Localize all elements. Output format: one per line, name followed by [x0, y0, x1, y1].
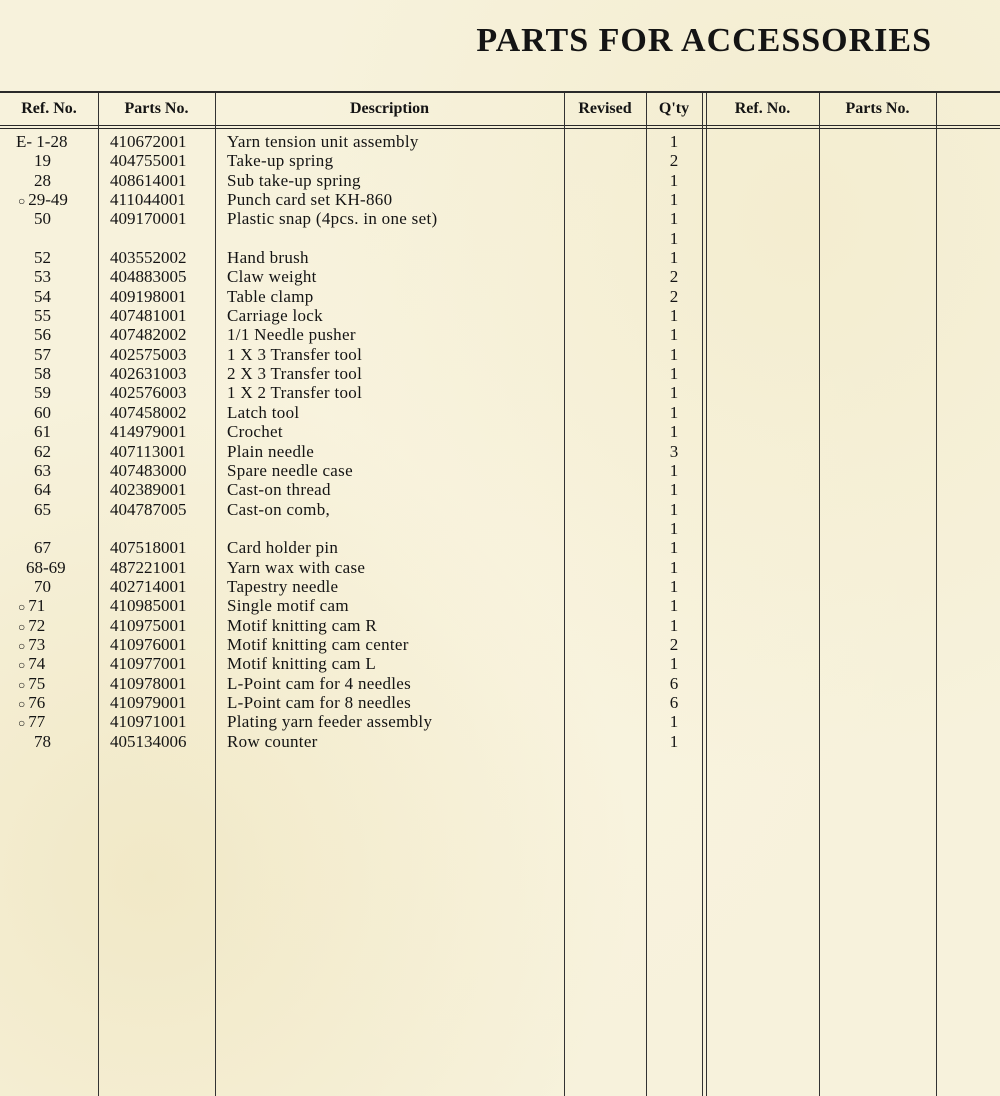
page-title: PARTS FOR ACCESSORIES [476, 22, 932, 59]
table-row [0, 442, 1000, 461]
table-row [0, 461, 1000, 480]
ref-no-text: 73 [28, 634, 46, 654]
ref-no-cell [6, 422, 124, 443]
description-cell: Yarn wax with case [227, 557, 366, 577]
header-parts-no-2: Parts No. [845, 100, 910, 117]
ref-no-cell [6, 596, 108, 617]
description-cell: Single motif cam [227, 596, 349, 616]
table-row [0, 519, 1000, 538]
table-row [0, 383, 1000, 402]
qty-cell: 1 [669, 422, 679, 442]
qty-cell: 1 [669, 228, 679, 248]
parts-no-cell: 407483000 [110, 460, 187, 480]
parts-no-cell: 410976001 [110, 634, 187, 654]
table-row [0, 132, 1000, 151]
description-cell: Plain needle [227, 441, 315, 461]
description-cell: 1 X 3 Transfer tool [227, 344, 363, 364]
parts-no-cell: 410979001 [110, 692, 187, 712]
table-row [0, 325, 1000, 344]
ref-no-text: 54 [34, 286, 51, 306]
ref-no-text: 68-69 [26, 557, 66, 577]
table-row [0, 712, 1000, 731]
ref-no-text: 56 [34, 325, 51, 345]
qty-cell: 1 [669, 344, 679, 364]
qty-cell: 1 [669, 480, 679, 500]
table-row [0, 171, 1000, 190]
table-row [0, 674, 1000, 693]
new-part-circle-icon: ○ [18, 600, 26, 615]
table-row [0, 538, 1000, 557]
table-row [0, 616, 1000, 635]
table-row [0, 635, 1000, 654]
header-rule-2 [0, 128, 1000, 129]
qty-cell: 1 [669, 654, 679, 674]
ref-no-text: 70 [34, 576, 51, 596]
qty-cell: 1 [669, 712, 679, 732]
description-cell: 1/1 Needle pusher [227, 325, 356, 345]
description-cell: Tapestry needle [227, 576, 339, 596]
ref-no-cell [6, 248, 124, 269]
ref-no-text: 29-49 [28, 190, 68, 210]
ref-no-text: 52 [34, 248, 51, 268]
new-part-circle-icon: ○ [18, 638, 26, 653]
ref-no-cell [6, 171, 124, 192]
ref-no-cell [6, 674, 108, 695]
parts-no-cell: 404755001 [110, 151, 187, 171]
ref-no-cell [6, 461, 124, 482]
description-cell: Spare needle case [227, 460, 353, 480]
ref-no-cell [6, 229, 106, 250]
parts-no-cell: 404787005 [110, 499, 187, 519]
description-cell: Punch card set KH-860 [227, 190, 393, 210]
table-row [0, 306, 1000, 325]
ref-no-text: 58 [34, 364, 51, 384]
ref-no-cell [6, 267, 124, 288]
description-cell: L-Point cam for 4 needles [227, 673, 412, 693]
table-row [0, 151, 1000, 170]
header-ref-no-2: Ref. No. [734, 100, 791, 117]
qty-cell: 1 [669, 306, 679, 326]
qty-cell: 1 [669, 596, 679, 616]
description-cell: Carriage lock [227, 306, 323, 326]
table-row [0, 732, 1000, 751]
parts-no-cell: 403552002 [110, 248, 187, 268]
parts-no-cell: 408614001 [110, 170, 187, 190]
parts-no-cell: 402389001 [110, 480, 187, 500]
parts-no-cell: 410971001 [110, 712, 187, 732]
ref-no-cell [6, 345, 124, 366]
qty-cell: 6 [669, 673, 679, 693]
description-cell: L-Point cam for 8 needles [227, 692, 412, 712]
qty-cell: 1 [669, 731, 679, 751]
description-cell: Plastic snap (4pcs. in one set) [227, 209, 438, 229]
ref-no-text: 75 [28, 673, 46, 693]
parts-no-cell: 410985001 [110, 596, 187, 616]
description-cell: Claw weight [227, 267, 317, 287]
ref-no-cell [6, 383, 124, 404]
parts-no-cell: 404883005 [110, 267, 187, 287]
description-cell: Cast-on thread [227, 480, 331, 500]
ref-no-text: 55 [34, 306, 51, 326]
ref-no-text: 74 [28, 654, 46, 674]
ref-no-text: E- 1-28 [16, 132, 68, 151]
ref-no-text: 61 [34, 422, 51, 442]
table-row [0, 287, 1000, 306]
parts-no-cell: 407113001 [110, 441, 186, 461]
ref-no-cell [6, 151, 124, 172]
description-cell: Yarn tension unit assembly [227, 132, 419, 151]
qty-cell: 1 [669, 132, 679, 151]
parts-no-cell: 487221001 [110, 557, 187, 577]
ref-no-cell [6, 558, 116, 579]
description-cell: Cast-on comb, [227, 499, 331, 519]
qty-cell: 1 [669, 383, 679, 403]
ref-no-cell [6, 693, 108, 714]
header-parts-no: Parts No. [124, 100, 189, 117]
parts-no-cell: 410672001 [110, 132, 187, 151]
qty-cell: 6 [669, 692, 679, 712]
parts-no-cell: 402576003 [110, 383, 187, 403]
description-cell: Table clamp [227, 286, 314, 306]
parts-no-cell: 402575003 [110, 344, 187, 364]
table-row [0, 229, 1000, 248]
qty-cell: 2 [669, 286, 679, 306]
ref-no-cell [6, 132, 106, 153]
table-row [0, 345, 1000, 364]
top-rule-thick [0, 91, 1000, 93]
qty-cell: 1 [669, 209, 679, 229]
table-row [0, 654, 1000, 673]
ref-no-cell [6, 209, 124, 230]
parts-no-cell: 410978001 [110, 673, 187, 693]
qty-cell: 1 [669, 402, 679, 422]
qty-cell: 1 [669, 364, 679, 384]
table-row [0, 480, 1000, 499]
qty-cell: 1 [669, 190, 679, 210]
parts-no-cell: 411044001 [110, 190, 186, 210]
header-ref-no: Ref. No. [21, 100, 77, 117]
parts-no-cell: 407482002 [110, 325, 187, 345]
qty-cell: 2 [669, 151, 679, 171]
ref-no-text: 28 [34, 170, 51, 190]
ref-no-cell [6, 519, 106, 540]
ref-no-text: 67 [34, 538, 51, 558]
parts-no-cell: 409198001 [110, 286, 187, 306]
ref-no-cell [6, 190, 108, 211]
ref-no-text: 65 [34, 499, 51, 519]
table-row [0, 596, 1000, 615]
new-part-circle-icon: ○ [18, 619, 26, 634]
table-row [0, 403, 1000, 422]
new-part-circle-icon: ○ [18, 194, 26, 209]
ref-no-text: 71 [28, 596, 46, 616]
table-row [0, 248, 1000, 267]
new-part-circle-icon: ○ [18, 658, 26, 673]
description-cell: Take-up spring [227, 151, 334, 171]
qty-cell: 1 [669, 557, 679, 577]
ref-no-text: 62 [34, 441, 51, 461]
qty-cell: 3 [669, 441, 679, 461]
ref-no-cell [6, 538, 124, 559]
description-cell: Motif knitting cam L [227, 654, 377, 674]
description-cell: Plating yarn feeder assembly [227, 712, 433, 732]
ref-no-cell [6, 442, 124, 463]
qty-cell: 1 [669, 538, 679, 558]
table-row [0, 558, 1000, 577]
parts-no-cell: 410975001 [110, 615, 187, 635]
qty-cell: 2 [669, 634, 679, 654]
ref-no-cell [6, 577, 124, 598]
qty-cell: 1 [669, 499, 679, 519]
description-cell: Row counter [227, 731, 318, 751]
qty-cell: 1 [669, 325, 679, 345]
description-cell: Hand brush [227, 248, 309, 268]
new-part-circle-icon: ○ [18, 696, 26, 711]
table-row [0, 422, 1000, 441]
header-revised: Revised [578, 100, 632, 117]
ref-no-cell [6, 287, 124, 308]
ref-no-text: 59 [34, 383, 51, 403]
ref-no-text: 57 [34, 344, 51, 364]
table-row [0, 364, 1000, 383]
qty-cell: 1 [669, 248, 679, 268]
ref-no-text: 76 [28, 692, 46, 712]
ref-no-cell [6, 403, 124, 424]
parts-no-cell: 409170001 [110, 209, 187, 229]
parts-no-cell: 407518001 [110, 538, 187, 558]
header-description: Description [349, 100, 430, 117]
description-cell: 1 X 2 Transfer tool [227, 383, 363, 403]
ref-no-cell [6, 480, 124, 501]
ref-no-text: 78 [34, 731, 51, 751]
description-cell: Card holder pin [227, 538, 339, 558]
table-row [0, 267, 1000, 286]
table-row [0, 693, 1000, 712]
ref-no-text: 63 [34, 460, 51, 480]
parts-no-cell: 410977001 [110, 654, 187, 674]
table-row [0, 500, 1000, 519]
header-qty: Q'ty [658, 100, 690, 117]
description-cell: Crochet [227, 422, 283, 442]
parts-no-cell: 414979001 [110, 422, 187, 442]
ref-no-cell [6, 712, 108, 733]
description-cell: 2 X 3 Transfer tool [227, 364, 363, 384]
parts-no-cell: 407458002 [110, 402, 187, 422]
qty-cell: 1 [669, 518, 679, 538]
description-cell: Latch tool [227, 402, 300, 422]
new-part-circle-icon: ○ [18, 716, 26, 731]
ref-no-text: 60 [34, 402, 51, 422]
table-row [0, 209, 1000, 228]
ref-no-cell [6, 325, 124, 346]
ref-no-text: 77 [28, 712, 46, 732]
ref-no-text: 72 [28, 615, 46, 635]
description-cell: Motif knitting cam center [227, 634, 409, 654]
description-cell: Motif knitting cam R [227, 615, 378, 635]
parts-table-body [0, 132, 1000, 751]
qty-cell: 1 [669, 576, 679, 596]
qty-cell: 2 [669, 267, 679, 287]
ref-no-cell [6, 306, 124, 327]
ref-no-cell [6, 732, 124, 753]
table-row [0, 577, 1000, 596]
ref-no-cell [6, 616, 108, 637]
ref-no-text: 64 [34, 480, 51, 500]
new-part-circle-icon: ○ [18, 677, 26, 692]
parts-no-cell: 402714001 [110, 576, 187, 596]
qty-cell: 1 [669, 170, 679, 190]
parts-no-cell: 402631003 [110, 364, 187, 384]
ref-no-cell [6, 635, 108, 656]
parts-no-cell: 405134006 [110, 731, 187, 751]
ref-no-cell [6, 654, 108, 675]
ref-no-text: 19 [34, 151, 51, 171]
table-row [0, 190, 1000, 209]
parts-no-cell: 407481001 [110, 306, 187, 326]
qty-cell: 1 [669, 460, 679, 480]
description-cell: Sub take-up spring [227, 170, 361, 190]
ref-no-text: 50 [34, 209, 51, 229]
ref-no-cell [6, 364, 124, 385]
ref-no-text: 53 [34, 267, 51, 287]
ref-no-cell [6, 500, 124, 521]
qty-cell: 1 [669, 615, 679, 635]
header-rule-1 [0, 125, 1000, 126]
